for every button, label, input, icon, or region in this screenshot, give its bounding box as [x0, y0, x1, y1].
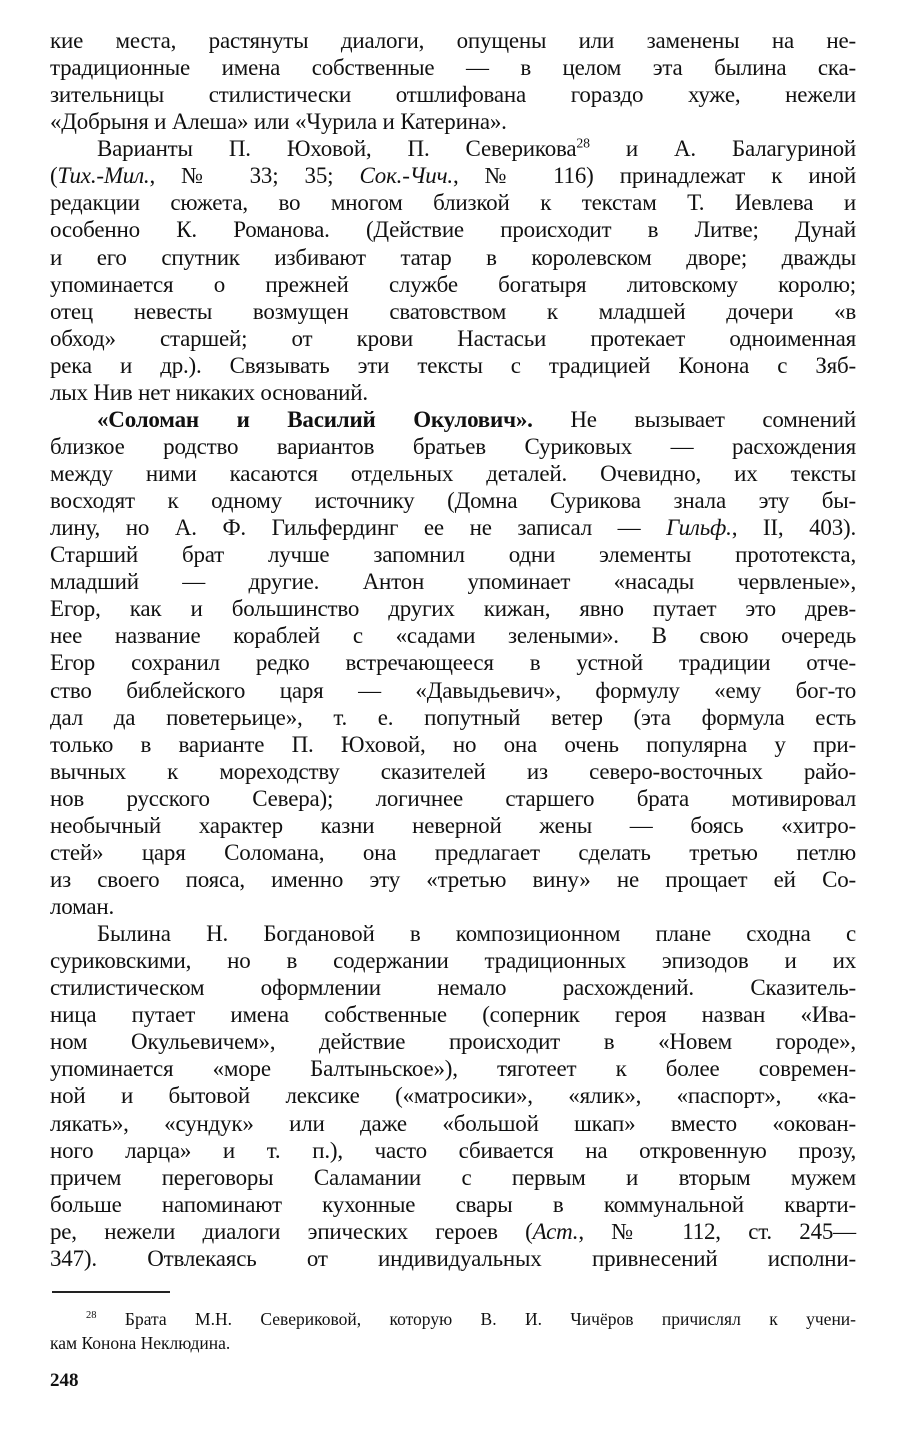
text-line: зительницы стилистически отшлифована гораздо хуже, нежели — [50, 82, 856, 108]
footnote-number: 28 — [86, 1310, 97, 1322]
text-segment: ре, нежели диалоги эпических героев ( — [50, 1218, 533, 1244]
text-line: нее название кораблей с «садами зелеными». В свою очередь — [50, 623, 856, 649]
text-line: дал да поветерьице», т. е. попутный ветер (эта формула есть — [50, 704, 856, 730]
text-segment: ( — [50, 163, 58, 189]
paragraph — [50, 135, 856, 406]
text-line: Былина Н. Богдановой в композиционном плане сходна с — [97, 921, 856, 947]
text-line: ство библейского царя — «Давыдьевич», формулу «ему бог-то — [50, 677, 856, 703]
text-line: близкое родство вариантов братьев Суриковых — расхождения — [50, 433, 856, 459]
footnote-divider — [52, 1291, 170, 1293]
page-number: 248 — [50, 1370, 79, 1391]
text-line: упоминается о прежней службе богатыря литовскому королю; — [50, 271, 856, 297]
text-segment: , № 33; 35; — [149, 163, 360, 189]
paragraph — [50, 406, 856, 920]
text-line: особенно К. Романова. (Действие происходит в Литве; Дунай — [50, 217, 856, 243]
text-line: 347). Отвлекаясь от индивидуальных привнесений исполни- — [50, 1245, 856, 1271]
italic-citation: Гильф. — [666, 515, 732, 541]
text-line: нов русского Севера); логичнее старшего брата мотивировал — [50, 785, 856, 811]
text-line: редакции сюжета, во многом близкой к текстам Т. Иевлева и — [50, 190, 856, 216]
text-line: Старший брат лучше запомнил одни элементы прототекста, — [50, 542, 856, 568]
text-segment: , № 112, ст. 245— — [578, 1218, 856, 1244]
text-line: ной и бытовой лексике («матросики», «ялик», «паспорт», «ка- — [50, 1083, 856, 1109]
text-line: больше напоминают кухонные свары в коммунальной кварти- — [50, 1191, 856, 1217]
text-line: между ними касаются отдельных деталей. Очевидно, их тексты — [50, 461, 856, 486]
italic-citation: Аст. — [532, 1218, 579, 1244]
text-line: и его спутник избивают татар в королевском дворе; дважды — [50, 244, 856, 270]
text-line: ном Окульевичем», действие происходит в «Новем городе», — [50, 1029, 856, 1055]
text-line: обход» старшей; от крови Настасьи протекает одноименная — [50, 325, 856, 351]
text-line: традиционные имена собственные — в целом эта былина ска- — [50, 55, 856, 81]
text-line: младший — другие. Антон упоминает «насады червленые», — [50, 569, 856, 595]
text-line: стилистическом оформлении немало расхождений. Сказитель- — [50, 975, 856, 1001]
footnote-line — [50, 1307, 856, 1331]
text-line: ломан. — [50, 894, 115, 919]
text-line: кие места, растянуты диалоги, опущены или заменены на не- — [50, 28, 856, 53]
text-line: вычных к мореходству сказителей из северо-восточных райо- — [50, 758, 856, 784]
text-line — [50, 514, 856, 541]
footnote-line: кам Конона Неклюдина. — [50, 1333, 231, 1353]
body-text — [50, 27, 856, 1272]
text-line: стей» царя Соломана, она предлагает сделать третью петлю — [50, 839, 856, 865]
text-line: суриковскими, но в содержании традиционных эпизодов и их — [50, 948, 856, 974]
text-line — [50, 135, 856, 162]
text-line: восходят к одному источнику (Домна Сурикова знала эту бы- — [50, 488, 856, 514]
paragraph — [50, 920, 856, 1272]
text-line: «Добрыня и Алеша» или «Чурила и Катерина». — [50, 109, 507, 135]
text-line: река и др.). Связывать эти тексты с традицией Конона с Зяб- — [50, 352, 856, 378]
italic-citation: Сок.-Чич. — [359, 163, 453, 189]
text-line: только в варианте П. Юховой, но она очень популярна у при- — [50, 731, 856, 757]
text-line: ного ларца» и т. п.), часто сбивается на откровенную прозу, — [50, 1137, 856, 1163]
text-segment: Варианты П. Юховой, П. Северикова — [97, 136, 577, 162]
text-segment: и А. Балагуриной — [589, 136, 856, 162]
text-line: необычный характер казни неверной жены — боясь «хитро- — [50, 812, 856, 838]
text-segment: , № 116) принадлежат к иной — [452, 163, 857, 189]
text-line: отец невесты возмущен сватовством к младшей дочери «в — [50, 298, 856, 324]
paragraph — [50, 27, 856, 135]
text-line: причем переговоры Саламании с первым и вторым мужем — [50, 1164, 856, 1190]
text-line: ница путает имена собственные (соперник героя назван «Ива- — [50, 1002, 856, 1028]
italic-citation: Тих.-Мил. — [57, 163, 150, 189]
bold-title: «Соломан и Василий Окулович». — [97, 406, 533, 432]
footnote-ref: 28 — [576, 135, 590, 151]
text-line: Егор, как и большинство других кижан, явно путает это древ- — [50, 596, 856, 622]
footnote — [50, 1307, 856, 1355]
text-line — [50, 406, 856, 433]
text-segment: Не вызывает сомнений — [532, 406, 856, 432]
text-line: лых Нив нет никаких оснований. — [50, 379, 368, 405]
text-segment: , II, 403). — [731, 515, 856, 541]
text-line: упоминается «море Балтыньское»), тяготеет к более современ- — [50, 1056, 856, 1082]
text-line — [50, 1218, 856, 1245]
text-line: лякать», «сундук» или даже «большой шкап» вместо «окован- — [50, 1110, 856, 1136]
footnote-text: Брата М.Н. Севериковой, которую В. И. Чичёров причислял к учени- — [124, 1309, 856, 1329]
text-segment: лину, но А. Ф. Гильфердинг ее не записал — — [50, 515, 667, 541]
text-line: Егор сохранил редко встречающееся в устной традиции отче- — [50, 650, 856, 676]
text-line — [50, 162, 856, 189]
text-line: из своего пояса, именно эту «третью вину» не прощает ей Со- — [50, 866, 856, 892]
